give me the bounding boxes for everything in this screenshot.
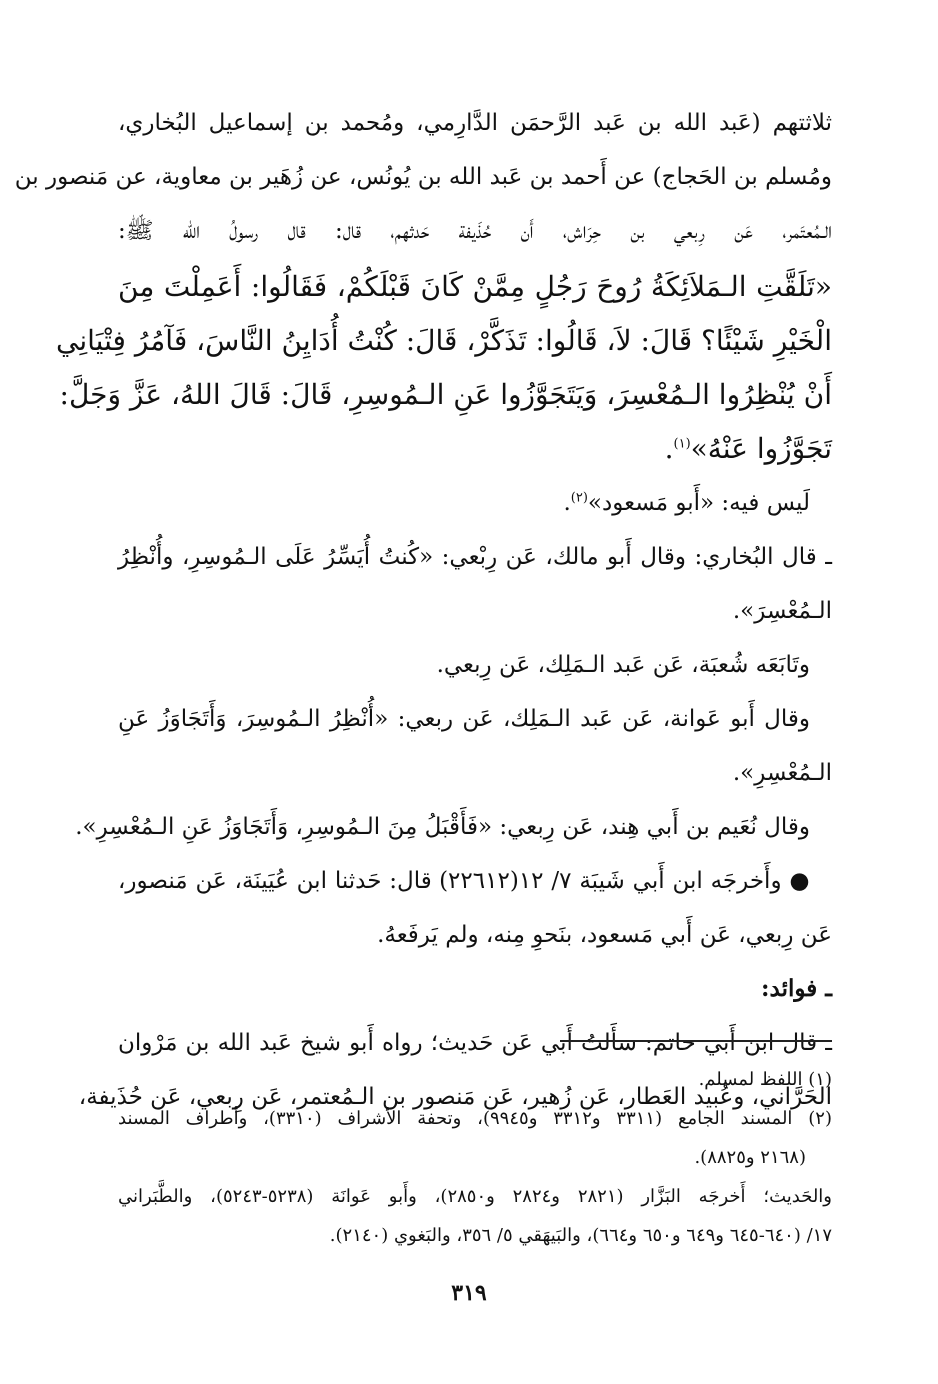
hadith-text-line: الْخَيْرِ شَيْئًا؟ قَالَ: لاَ، قَالُوا: تَذَكَّرْ، قَالَ: كُنْتُ أُدَايِنُ النَّاسَ، فَآمُرُ فِتْيَانِي (56, 324, 832, 357)
hadith-text-line: أَنْ يُنْظِرُوا الـمُعْسِرَ، وَيَتَجَوَّزُوا عَنِ الـمُوسِرِ، قَالَ: قَالَ اللهُ، عَزَّ وَجَلَّ: (59, 378, 832, 411)
footnote-ref-1: (١) (673, 436, 691, 452)
hadith-text-line-last: تَجَوَّزُوا عَنْهُ»$^{(١)}$. (664, 432, 832, 465)
text-line: لَيس فيه: «أَبو مَسعود»$^{(٢)}$. (563, 490, 810, 516)
text-line: عَن رِبعي، عَن أَبي مَسعود، بنَحوِ مِنه، ولم يَرفَعهُ. (377, 922, 832, 948)
main-text (14, 96, 832, 1124)
note-absent: لَيس فيه: «أَبو مَسعود» (587, 490, 810, 516)
text-line: الـمُعْسِرِ». (732, 760, 832, 786)
footnote-line: (٢) المسند الجامع (٣٣١١ و٣٣١٢ و٩٩٤٥)، وتحفة الأشراف (٣٣١٠)، وأطراف المسند (118, 1108, 832, 1129)
text-line: ● وأَخرجَه ابن أَبي شَيبَة ٧/ ١٢(٢٢٦١٢) قال: حَدثنا ابن عُيَينَة، عَن مَنصور، (118, 868, 810, 894)
footnote-separator (560, 1040, 832, 1042)
page-number: ٣١٩ (451, 1280, 487, 1306)
text-line: وقال نُعَيم بن أَبي هِند، عَن رِبعي: «فَأَقْبَلُ مِنَ الـمُوسِرِ، وَأَتَجَاوَزُ عَنِ الـمُعْسِرِ». (75, 814, 810, 840)
text-line: الـمُعتَمر، عَن رِبعي بن حِرَاش، أَن حُذَيفة حَدثهم، قال: قال رسولُ الله ﷺ: (118, 218, 832, 244)
hadith-text-line: «تَلَقَّتِ الـمَلاَئِكَةُ رُوحَ رَجُلٍ مِمَّنْ كَانَ قَبْلَكُمْ، فَقَالُوا: أَعَمِلْتَ مِنَ (118, 270, 832, 303)
footnote-line: (٢١٦٨ و٨٨٢٥). (694, 1147, 806, 1168)
footnote-ref-2: (٢) (570, 490, 588, 506)
footnote-line: ١٧/ (٦٤٠-٦٤٥ و٦٤٩ و٦٥٠ و٦٦٤)، والبَيهَقي ٥/ ٣٥٦، والبَغوي (٢١٤٠). (329, 1225, 832, 1246)
footnote-line: (١) اللفظ لمسلم. (698, 1069, 832, 1090)
text-line: ـ قال ابن أَبي حاتم: سأَلتُ أَبي عَن حَديث؛ رواه أَبو شيخ عَبد الله بن مَرْوان (118, 1030, 832, 1056)
text-line: ثلاثتهم (عَبد الله بن عَبد الرَّحمَن الدَّارِمي، ومُحمد بن إسماعيل البُخاري، (118, 110, 832, 136)
text-line: وتَابَعَه شُعبَة، عَن عَبد الـمَلِك، عَن رِبعي. (436, 652, 810, 678)
section-heading: ـ فوائد: (761, 975, 832, 1002)
text-line: وقال أَبو عَوانة، عَن عَبد الـمَلِك، عَن ربعي: «أُنْظِرُ الـمُوسِرَ، وَأَتَجَاوَزُ عَنِ (118, 706, 810, 732)
hadith-ending: تَجَوَّزُوا عَنْهُ» (690, 432, 832, 465)
text-line: ـ قال البُخاري: وقال أَبو مالك، عَن رِبْعي: «كُنتُ أُيَسِّرُ عَلَى الـمُوسِرِ، وأُنْظِرُ (118, 544, 832, 570)
footnote-line: والحَديث؛ أَخرجَه البَزَّار (٢٨٢١ و٢٨٢٤ و٢٨٥٠)، وأَبو عَوانَة (٥٢٣٨-٥٢٤٣)، والطَّبَراني (118, 1186, 832, 1207)
footnotes (78, 1060, 832, 1255)
text-line: ومُسلم بن الحَجاج) عن أَحمد بن عَبد الله بن يُونُس، عن زُهَير بن معاوية، عن مَنصور بن (14, 164, 832, 190)
text-line: الـمُعْسِرَ». (732, 598, 832, 624)
text-line: الحَرَّاني، وعُبيد العَطار، عَن زُهير، عَن مَنصور بن الـمُعتمر، عَن رِبعي، عَن حُذَيفة، (78, 1084, 832, 1110)
